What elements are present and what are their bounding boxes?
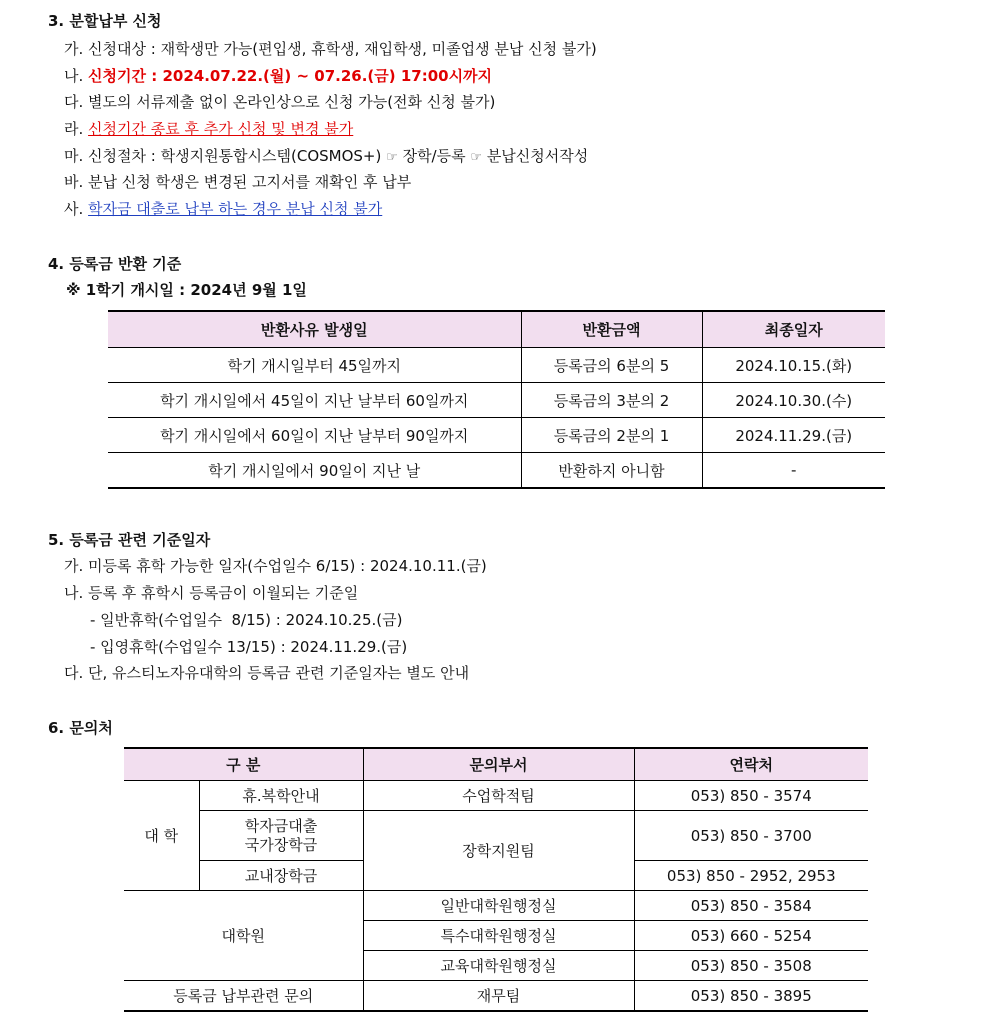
contact-dept: 장학지원팀 [363,811,634,891]
s3-item-d-text: 신청기간 종료 후 추가 신청 및 변경 불가 [88,120,354,138]
s3-item-b-prefix: 나. [64,67,84,85]
contact-header-phone: 연락처 [634,748,868,781]
s3-item-e [64,145,588,166]
s3-item-a-prefix: 가. [64,40,84,58]
s3-item-e-text-a: 신청절차 : 학생지원통합시스템(COSMOS+) [88,147,382,165]
s3-item-c [64,91,495,112]
refund-amount: 등록금의 6분의 5 [521,348,702,383]
table-row [108,383,885,418]
contact-header-dept: 문의부서 [363,748,634,781]
refund-header-date: 최종일자 [702,311,885,348]
contact-table [124,747,868,1012]
refund-reason: 학기 개시일에서 45일이 지난 날부터 60일까지 [108,383,521,418]
refund-amount: 반환하지 아니함 [521,453,702,489]
contact-category: 등록금 납부관련 문의 [124,981,363,1012]
section-6-heading: 6. 문의처 [48,719,113,737]
contact-category: 휴.복학안내 [199,781,363,811]
table-row [108,348,885,383]
refund-header-reason: 반환사유 발생일 [108,311,521,348]
contact-header-category: 구 분 [124,748,363,781]
refund-table-header [108,311,885,348]
table-row [108,418,885,453]
s3-item-d [64,118,353,139]
section-5-heading: 5. 등록금 관련 기준일자 [48,531,211,549]
s3-item-e-text-b: 장학/등록 [402,147,466,165]
refund-date: 2024.10.15.(화) [702,348,885,383]
s5-line-b: 나. 등록 후 휴학시 등록금이 이월되는 기준일 [64,584,359,602]
contact-phone: 053) 850 - 3574 [634,781,868,811]
table-row [124,811,868,861]
table-row [124,781,868,811]
s3-item-g [64,198,382,219]
contact-group-university: 대 학 [124,781,199,891]
s3-item-a [64,38,597,59]
pointing-hand-icon: ☞ [386,150,398,165]
table-row [124,981,868,1012]
s3-item-g-prefix: 사. [64,200,84,218]
contact-dept: 재무팀 [363,981,634,1012]
s3-item-b [64,65,492,86]
refund-amount: 등록금의 2분의 1 [521,418,702,453]
refund-header-amount: 반환금액 [521,311,702,348]
s5-sub-military-leave: - 입영휴학(수업일수 13/15) : 2024.11.29.(금) [90,638,408,656]
contact-phone: 053) 850 - 3895 [634,981,868,1012]
refund-amount: 등록금의 3분의 2 [521,383,702,418]
contact-phone: 053) 850 - 3584 [634,891,868,921]
pointing-hand-icon: ☞ [470,150,483,165]
contact-dept: 수업학적팀 [363,781,634,811]
contact-category-line: 국가장학금 [244,835,318,854]
table-row [108,453,885,489]
s5-sub-general-leave: - 일반휴학(수업일수 8/15) : 2024.10.25.(금) [90,611,403,629]
s3-item-c-prefix: 다. [64,93,84,111]
s3-item-b-text: 신청기간 : 2024.07.22.(월) ~ 07.26.(금) 17:00시까지 [88,67,493,85]
s3-item-g-link[interactable]: 학자금 대출로 납부 하는 경우 분납 신청 불가 [88,200,383,218]
contact-table-header [124,748,868,781]
table-row [124,891,868,921]
s3-item-f [64,171,411,192]
contact-category: 교내장학금 [199,861,363,891]
s5-line-a: 가. 미등록 휴학 가능한 일자(수업일수 6/15) : 2024.10.11.(금) [64,557,487,575]
s5-line-c: 다. 단, 유스티노자유대학의 등록금 관련 기준일자는 별도 안내 [64,664,470,682]
section-3-heading: 3. 분할납부 신청 [48,12,162,30]
s3-item-e-prefix: 마. [64,147,84,165]
s3-item-a-text: 신청대상 : 재학생만 가능(편입생, 휴학생, 재입학생, 미졸업생 분납 신청 불가) [88,40,597,58]
refund-table [108,310,885,489]
s3-item-f-prefix: 바. [64,173,84,191]
contact-category-line: 학자금대출 [244,816,318,835]
section-4-heading: 4. 등록금 반환 기준 [48,255,182,273]
refund-reason: 학기 개시일에서 90일이 지난 날 [108,453,521,489]
contact-dept: 특수대학원행정실 [363,921,634,951]
contact-phone: 053) 660 - 5254 [634,921,868,951]
refund-reason: 학기 개시일부터 45일까지 [108,348,521,383]
contact-phone: 053) 850 - 2952, 2953 [634,861,868,891]
s3-item-d-prefix: 라. [64,120,84,138]
s3-item-c-text: 별도의 서류제출 없이 온라인상으로 신청 가능(전화 신청 불가) [88,93,496,111]
refund-reason: 학기 개시일에서 60일이 지난 날부터 90일까지 [108,418,521,453]
refund-date: 2024.11.29.(금) [702,418,885,453]
semester-start-note: ※ 1학기 개시일 : 2024년 9월 1일 [66,281,307,299]
contact-group-graduate: 대학원 [124,891,363,981]
contact-category [199,811,363,861]
contact-dept: 교육대학원행정실 [363,951,634,981]
contact-dept: 일반대학원행정실 [363,891,634,921]
s3-item-e-text-c: 분납신청서작성 [486,147,589,165]
contact-phone: 053) 850 - 3508 [634,951,868,981]
refund-date: - [702,453,885,489]
contact-phone: 053) 850 - 3700 [634,811,868,861]
s3-item-f-text: 분납 신청 학생은 변경된 고지서를 재확인 후 납부 [88,173,412,191]
refund-date: 2024.10.30.(수) [702,383,885,418]
